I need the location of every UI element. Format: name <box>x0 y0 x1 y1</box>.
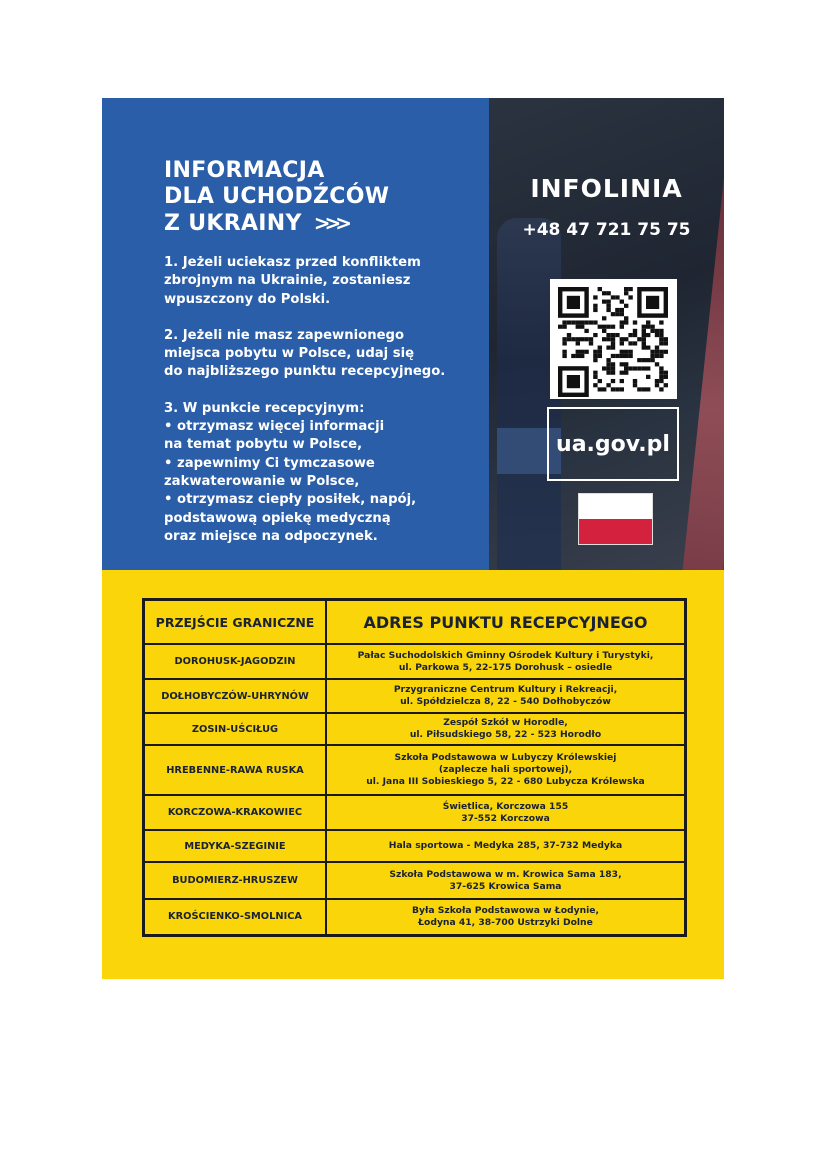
qr-module <box>650 325 654 329</box>
qr-module <box>606 337 610 341</box>
qr-module <box>611 325 615 329</box>
qr-module <box>646 333 650 337</box>
qr-module <box>602 387 606 391</box>
qr-module <box>611 387 615 391</box>
qr-module <box>628 354 632 358</box>
qr-finder <box>646 296 659 309</box>
qr-module <box>593 375 597 379</box>
qr-module <box>655 350 659 354</box>
qr-module <box>593 308 597 312</box>
qr-module <box>602 316 606 320</box>
title-line-3: Z UKRAINY <box>164 211 302 236</box>
qr-module <box>620 337 624 341</box>
qr-module <box>642 325 646 329</box>
qr-module <box>580 350 584 354</box>
qr-module <box>620 350 624 354</box>
qr-module <box>642 341 646 345</box>
qr-module <box>571 354 575 358</box>
qr-module <box>659 371 663 375</box>
qr-module <box>646 366 650 370</box>
qr-module <box>593 320 597 324</box>
qr-module <box>584 350 588 354</box>
qr-module <box>620 325 624 329</box>
point-3 <box>164 400 484 546</box>
qr-module <box>598 350 602 354</box>
qr-module <box>659 354 663 358</box>
qr-module <box>580 325 584 329</box>
qr-module <box>650 354 654 358</box>
qr-module <box>576 337 580 341</box>
qr-module <box>611 312 615 316</box>
qr-module <box>642 329 646 333</box>
qr-module <box>615 295 619 299</box>
qr-module <box>567 333 571 337</box>
qr-module <box>606 291 610 295</box>
qr-code-icon[interactable] <box>550 279 677 399</box>
qr-module <box>571 337 575 341</box>
address-line: Szkoła Podstawowa w m. Krowica Sama 183, <box>389 868 622 880</box>
table-row <box>144 830 686 862</box>
qr-module <box>576 341 580 345</box>
qr-module <box>659 366 663 370</box>
point-2-line: 2. Jeżeli nie masz zapewnionego <box>164 327 405 343</box>
qr-module <box>637 366 641 370</box>
qr-module <box>580 337 584 341</box>
qr-module <box>655 379 659 383</box>
qr-module <box>620 371 624 375</box>
qr-module <box>637 337 641 341</box>
qr-module <box>642 346 646 350</box>
flag-white-stripe <box>579 494 652 519</box>
qr-module <box>624 316 628 320</box>
qr-module <box>659 387 663 391</box>
point-2 <box>164 327 484 382</box>
qr-module <box>624 362 628 366</box>
qr-module <box>562 354 566 358</box>
qr-module <box>633 341 637 345</box>
qr-module <box>615 387 619 391</box>
crossing-cell: HREBENNE-RAWA RUSKA <box>144 745 327 795</box>
qr-module <box>620 354 624 358</box>
qr-module <box>642 366 646 370</box>
qr-module <box>620 308 624 312</box>
qr-module <box>611 354 615 358</box>
qr-module <box>650 358 654 362</box>
qr-module <box>642 387 646 391</box>
title-line-1: INFORMACJA <box>164 158 325 183</box>
qr-module <box>633 366 637 370</box>
address-cell <box>326 713 686 745</box>
point-3-line: • zapewnimy Ci tymczasowe <box>164 455 375 471</box>
address-cell <box>326 830 686 862</box>
qr-module <box>637 387 641 391</box>
qr-module <box>624 337 628 341</box>
qr-module <box>655 383 659 387</box>
qr-module <box>659 337 663 341</box>
crossing-cell: DOŁHOBYCZÓW-UHRYNÓW <box>144 679 327 713</box>
qr-module <box>562 337 566 341</box>
qr-module <box>642 333 646 337</box>
qr-module <box>642 337 646 341</box>
address-cell <box>326 745 686 795</box>
crossing-cell: ZOSIN-UŚCIŁUG <box>144 713 327 745</box>
qr-module <box>615 354 619 358</box>
qr-module <box>620 320 624 324</box>
background-streak <box>682 157 724 570</box>
qr-module <box>633 329 637 333</box>
qr-module <box>593 333 597 337</box>
qr-module <box>606 300 610 304</box>
qr-module <box>567 337 571 341</box>
qr-module <box>589 320 593 324</box>
point-3-line: • otrzymasz ciepły posiłek, napój, <box>164 492 417 508</box>
qr-module <box>606 304 610 308</box>
table-row <box>144 745 686 795</box>
qr-module <box>650 329 654 333</box>
qr-module <box>602 300 606 304</box>
qr-module <box>628 333 632 337</box>
qr-module <box>606 308 610 312</box>
table-row <box>144 644 686 679</box>
address-line: Była Szkoła Podstawowa w Łodynie, <box>412 904 599 916</box>
qr-module <box>584 320 588 324</box>
address-line: ul. Spółdzielcza 8, 22 - 540 Dołhobyczów <box>400 696 611 707</box>
qr-module <box>650 350 654 354</box>
qr-module <box>584 337 588 341</box>
qr-module <box>562 341 566 345</box>
qr-module <box>593 295 597 299</box>
table-row <box>144 899 686 935</box>
qr-module <box>571 320 575 324</box>
qr-module <box>628 341 632 345</box>
qr-module <box>615 333 619 337</box>
qr-module <box>655 354 659 358</box>
qr-module <box>598 346 602 350</box>
qr-module <box>606 333 610 337</box>
qr-module <box>624 366 628 370</box>
qr-module <box>584 329 588 333</box>
qr-module <box>646 358 650 362</box>
qr-module <box>611 379 615 383</box>
qr-module <box>628 366 632 370</box>
table-row <box>144 679 686 713</box>
qr-module <box>562 320 566 324</box>
qr-module <box>602 329 606 333</box>
qr-module <box>606 371 610 375</box>
qr-module <box>655 333 659 337</box>
address-cell <box>326 899 686 935</box>
poster <box>102 98 724 979</box>
qr-module <box>598 325 602 329</box>
address-line: ul. Parkowa 5, 22-175 Dorohusk – osiedle <box>398 661 613 673</box>
flag-red-stripe <box>579 519 652 544</box>
qr-module <box>598 387 602 391</box>
qr-module <box>589 337 593 341</box>
qr-module <box>606 362 610 366</box>
qr-module <box>615 308 619 312</box>
qr-module <box>664 341 668 345</box>
point-3-line: podstawową opiekę medyczną <box>164 510 391 526</box>
qr-module <box>602 366 606 370</box>
infoline-phone[interactable]: +48 47 721 75 75 <box>522 220 691 240</box>
reception-points-table <box>142 598 687 937</box>
qr-module <box>576 350 580 354</box>
qr-module <box>567 320 571 324</box>
address-line: Hala sportowa - Medyka 285, 37-732 Medyka <box>388 840 623 851</box>
crossing-cell: KORCZOWA-KRAKOWIEC <box>144 795 327 830</box>
qr-module <box>624 371 628 375</box>
point-2-line: do najbliższego punktu recepcyjnego. <box>164 364 446 380</box>
website-text: ua.gov.pl <box>556 431 670 457</box>
qr-module <box>593 371 597 375</box>
qr-module <box>633 333 637 337</box>
table-body <box>144 644 686 935</box>
address-line: Szkoła Podstawowa w Lubyczy Królewskiej <box>394 752 617 763</box>
qr-module <box>611 371 615 375</box>
chevron-right-icon: >>> <box>313 211 346 235</box>
qr-module <box>611 346 615 350</box>
qr-module <box>562 325 566 329</box>
header-address: ADRES PUNKTU RECEPCYJNEGO <box>326 600 686 645</box>
crossing-cell: MEDYKA-SZEGINIE <box>144 830 327 862</box>
address-line: ul. Jana III Sobieskiego 5, 22 - 680 Lubycza Królewska <box>366 776 645 787</box>
qr-module <box>606 383 610 387</box>
address-cell <box>326 679 686 713</box>
qr-module <box>642 358 646 362</box>
crossing-cell: DOROHUSK-JAGODZIN <box>144 644 327 679</box>
qr-module <box>659 341 663 345</box>
qr-module <box>593 358 597 362</box>
qr-module <box>620 300 624 304</box>
address-line: Pałac Suchodolskich Gminny Ośrodek Kultury i Turystyki, <box>357 649 654 661</box>
qr-module <box>602 325 606 329</box>
qr-code-graphic <box>550 279 677 399</box>
table-row <box>144 713 686 745</box>
instructions <box>164 254 484 564</box>
qr-module <box>580 320 584 324</box>
qr-module <box>606 358 610 362</box>
point-2-line: miejsca pobytu w Polsce, udaj się <box>164 346 415 362</box>
qr-module <box>589 341 593 345</box>
qr-module <box>646 320 650 324</box>
qr-module <box>606 366 610 370</box>
address-line: Przygraniczne Centrum Kultury i Rekreacji, <box>393 684 618 695</box>
qr-module <box>637 358 641 362</box>
qr-finder <box>567 296 580 309</box>
qr-module <box>598 287 602 291</box>
qr-module <box>593 350 597 354</box>
table-row <box>144 795 686 830</box>
qr-module <box>664 383 668 387</box>
table-row <box>144 862 686 899</box>
qr-module <box>655 362 659 366</box>
qr-module <box>611 366 615 370</box>
qr-module <box>593 383 597 387</box>
qr-module <box>659 350 663 354</box>
table-header-row <box>144 600 686 645</box>
qr-module <box>576 354 580 358</box>
point-3-line: na temat pobytu w Polsce, <box>164 437 363 453</box>
qr-module <box>624 320 628 324</box>
website-link[interactable] <box>547 407 679 481</box>
crossing-cell: BUDOMIERZ-HRUSZEW <box>144 862 327 899</box>
qr-module <box>628 295 632 299</box>
header-crossing: PRZEJŚCIE GRANICZNE <box>144 600 327 645</box>
qr-module <box>620 387 624 391</box>
qr-module <box>646 387 650 391</box>
qr-module <box>624 354 628 358</box>
qr-module <box>576 325 580 329</box>
infoline-label: INFOLINIA <box>530 174 683 203</box>
point-1-line: wpuszczony do Polski. <box>164 291 331 307</box>
address-line: Świetlica, Korczowa 155 <box>442 800 569 812</box>
qr-module <box>602 291 606 295</box>
point-1-line: 1. Jeżeli uciekasz przed konfliktem <box>164 255 421 270</box>
address-cell <box>326 795 686 830</box>
qr-finder <box>567 375 580 388</box>
qr-module <box>624 291 628 295</box>
point-3-line: oraz miejsce na odpoczynek. <box>164 528 378 544</box>
qr-module <box>664 350 668 354</box>
qr-module <box>659 375 663 379</box>
address-line: (zaplecze hali sportowej), <box>438 764 573 775</box>
qr-module <box>611 333 615 337</box>
title-line-2: DLA UCHODŹCÓW <box>164 184 390 209</box>
qr-module <box>633 383 637 387</box>
qr-module <box>659 320 663 324</box>
address-line: Łodyna 41, 38-700 Ustrzyki Dolne <box>418 916 593 928</box>
qr-module <box>655 346 659 350</box>
qr-module <box>624 287 628 291</box>
qr-module <box>620 379 624 383</box>
qr-module <box>620 312 624 316</box>
qr-module <box>576 320 580 324</box>
qr-module <box>558 325 562 329</box>
qr-module <box>664 371 668 375</box>
qr-module <box>580 354 584 358</box>
qr-module <box>646 325 650 329</box>
qr-module <box>628 350 632 354</box>
qr-module <box>633 320 637 324</box>
qr-module <box>633 379 637 383</box>
crossing-cell: KROŚCIENKO-SMOLNICA <box>144 899 327 935</box>
page-title <box>164 158 389 237</box>
address-line: ul. Piłsudskiego 58, 22 - 523 Horodło <box>409 729 602 740</box>
qr-module <box>655 329 659 333</box>
qr-module <box>611 295 615 299</box>
qr-module <box>659 329 663 333</box>
qr-module <box>646 346 650 350</box>
qr-module <box>598 379 602 383</box>
qr-module <box>659 333 663 337</box>
point-3-line: • otrzymasz więcej informacji <box>164 419 385 435</box>
qr-module <box>611 362 615 366</box>
qr-module <box>598 354 602 358</box>
point-3-line: zakwaterowanie w Polsce, <box>164 473 360 489</box>
qr-module <box>628 287 632 291</box>
address-cell <box>326 644 686 679</box>
point-1-line: zbrojnym na Ukrainie, zostaniesz <box>164 273 411 289</box>
qr-module <box>602 337 606 341</box>
poland-flag-icon <box>578 493 653 545</box>
qr-module <box>659 379 663 383</box>
qr-module <box>664 337 668 341</box>
address-cell <box>326 862 686 899</box>
qr-module <box>620 341 624 345</box>
qr-module <box>624 350 628 354</box>
qr-module <box>606 346 610 350</box>
qr-module <box>593 304 597 308</box>
address-line: 37-552 Korczowa <box>461 812 550 824</box>
address-line: 37-625 Krowica Sama <box>449 880 562 892</box>
qr-module <box>664 375 668 379</box>
qr-module <box>562 350 566 354</box>
qr-module <box>620 362 624 366</box>
qr-module <box>624 304 628 308</box>
qr-module <box>606 325 610 329</box>
qr-module <box>611 337 615 341</box>
qr-module <box>615 312 619 316</box>
point-1 <box>164 254 484 309</box>
qr-module <box>646 375 650 379</box>
address-line: Zespół Szkół w Horodle, <box>443 717 568 728</box>
point-3-line: 3. W punkcie recepcyjnym: <box>164 400 365 416</box>
qr-module <box>611 341 615 345</box>
qr-module <box>593 354 597 358</box>
